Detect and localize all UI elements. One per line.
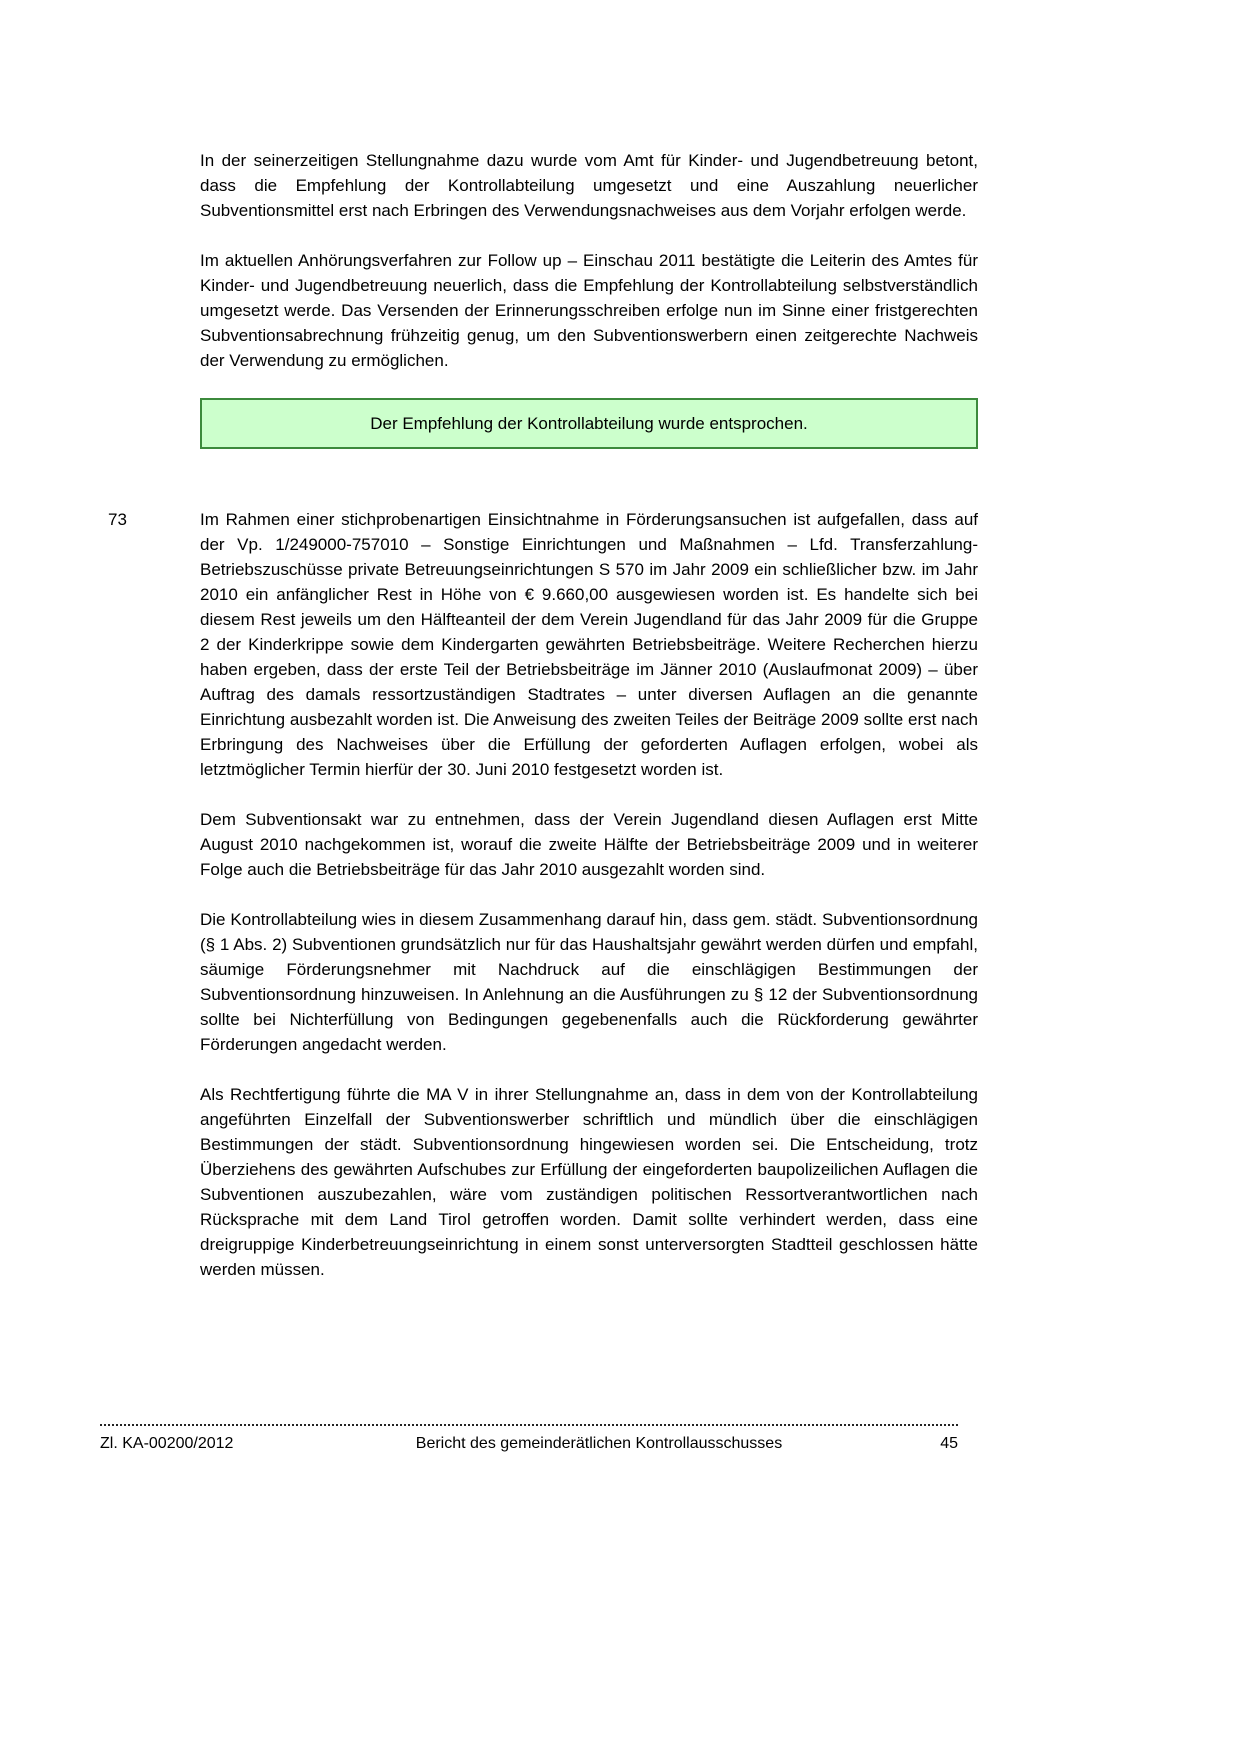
footer-divider: [100, 1424, 958, 1426]
document-body: [108, 148, 978, 1307]
footer-reference-number: Zl. KA-00200/2012: [100, 1435, 234, 1452]
intro-paragraph-1: In der seinerzeitigen Stellungnahme dazu wurde vom Amt für Kinder- und Jugendbetreuung betont, dass die Empfehlung der Kontrollabteilung umgesetzt und eine Auszahlung neuerlicher Subventionsmittel erst nach Erbringen des Verwendungsnachweises aus dem Vorjahr erfolgen werde.: [200, 151, 978, 220]
recommendation-box: [200, 398, 978, 449]
section-paragraph-3: Die Kontrollabteilung wies in diesem Zusammenhang darauf hin, dass gem. städt. Subventionsordnung (§ 1 Abs. 2) Subventionen grundsätzlich nur für das Haushaltsjahr gewährt werden dürfen und empfahl, säumige Förderungsnehmer mit Nachdruck auf die einschlägigen Bestimmungen der Subventionsordnung hinzuweisen. In Anlehnung an die Ausführungen zu § 12 der Subventionsordnung sollte bei Nichterfüllung von Bedingungen gegebenenfalls auch die Rückforderung gewährter Förderungen angedacht werden.: [200, 910, 978, 1054]
recommendation-box-text: Der Empfehlung der Kontrollabteilung wurde entsprochen.: [370, 414, 808, 433]
section-73: [108, 507, 978, 1282]
section-paragraph-2: Dem Subventionsakt war zu entnehmen, dass der Verein Jugendland diesen Auflagen erst Mitte August 2010 nachgekommen ist, worauf die zweite Hälfte der Betriebsbeiträge 2009 und in weiterer Folge auch die Betriebsbeiträge für das Jahr 2010 ausgezahlt worden sind.: [200, 810, 978, 879]
section-number: 73: [108, 510, 127, 529]
page-footer: [100, 1424, 958, 1453]
section-paragraph-1: Im Rahmen einer stichprobenartigen Einsichtnahme in Förderungsansuchen ist aufgefallen, dass auf der Vp. 1/249000-757010 – Sonstige Einrichtungen und Maßnahmen – Lfd. Transferzahlung-Betriebszuschüsse private Betreuungseinrichtungen S 570 im Jahr 2009 ein schließlicher bzw. im Jahr 2010 ein anfänglicher Rest in Höhe von € 9.660,00 ausgewiesen worden ist. Es handelte sich bei diesem Rest jeweils um den Hälfteanteil der dem Verein Jugendland für das Jahr 2009 für die Gruppe 2 der Kinderkrippe sowie dem Kindergarten gewährten Betriebsbeiträge. Weitere Recherchen hierzu haben ergeben, dass der erste Teil der Betriebsbeiträge im Jänner 2010 (Auslaufmonat 2009) – über Auftrag des damals ressortzuständigen Stadtrates – unter diversen Auflagen an die genannte Einrichtung ausbezahlt worden ist. Die Anweisung des zweiten Teiles der Beiträge 2009 sollte erst nach Erbringung des Nachweises über die Erfüllung der geforderten Auflagen erfolgen, wobei als letztmöglicher Termin hierfür der 30. Juni 2010 festgesetzt worden ist.: [200, 510, 978, 779]
section-paragraph-4: Als Rechtfertigung führte die MA V in ihrer Stellungnahme an, dass in dem von der Kontrollabteilung angeführten Einzelfall der Subventionswerber schriftlich und mündlich über die einschlägigen Bestimmungen der städt. Subventionsordnung hingewiesen worden sei. Die Entscheidung, trotz Überziehens des gewährten Aufschubes zur Erfüllung der eingeforderten baupolizeilichen Auflagen die Subventionen auszubezahlen, wäre vom zuständigen politischen Ressortverantwortlichen nach Rücksprache mit dem Land Tirol getroffen worden. Damit sollte verhindert werden, dass eine dreigruppige Kinderbetreuungseinrichtung in einem sonst unterversorgten Stadtteil geschlossen hätte werden müssen.: [200, 1085, 978, 1279]
intro-paragraph-2: Im aktuellen Anhörungsverfahren zur Follow up – Einschau 2011 bestätigte die Leiterin des Amtes für Kinder- und Jugendbetreuung neuerlich, dass die Empfehlung der Kontrollabteilung selbstverständlich umgesetzt werde. Das Versenden der Erinnerungsschreiben erfolge nun im Sinne einer fristgerechten Subventionsabrechnung frühzeitig genug, um den Subventionswerbern einen zeitgerechte Nachweis der Verwendung zu ermöglichen.: [200, 251, 978, 370]
footer-row: [100, 1435, 958, 1453]
footer-document-title: Bericht des gemeinderätlichen Kontrollausschusses: [415, 1435, 783, 1452]
footer-page-number: 45: [940, 1435, 958, 1452]
section-body: [200, 507, 978, 1282]
